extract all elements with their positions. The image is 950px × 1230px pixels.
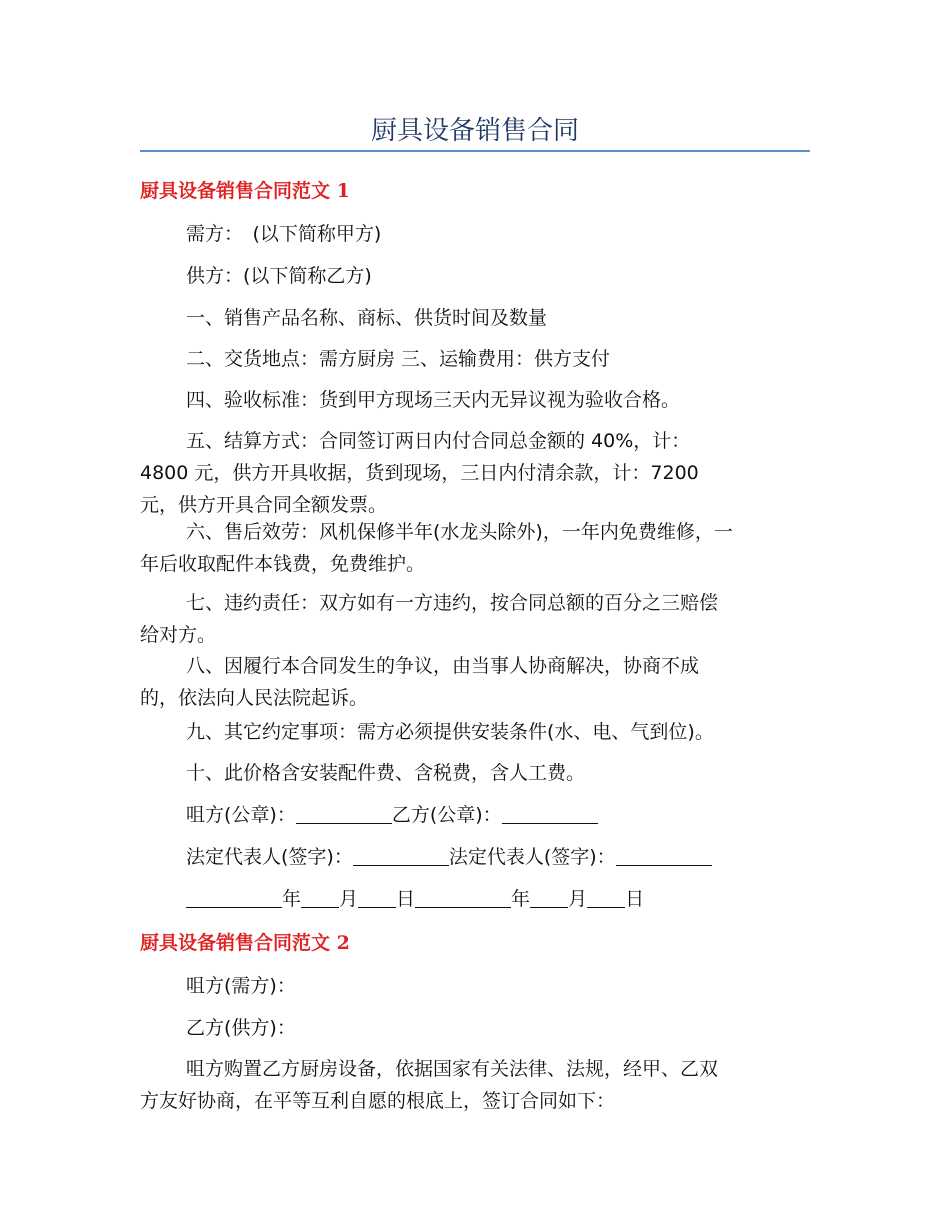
paragraph-party-b: 乙方(供方)： [186, 1017, 296, 1039]
party-b-month-blank[interactable] [530, 889, 568, 908]
clause-6-line-1: 六、售后效劳：风机保修半年(水龙头除外)，一年内免费维修，一 [186, 521, 733, 543]
paragraph-clause-4: 四、验收标准：货到甲方现场三天内无异议视为验收合格。 [186, 389, 681, 411]
preamble-line-1: 咀方购置乙方厨房设备，依据国家有关法律、法规，经甲、乙双 [186, 1058, 719, 1080]
paragraph-clause-8 [140, 650, 810, 714]
paragraph-party-a: 咀方(需方)： [186, 975, 296, 997]
paragraph-clause-10: 十、此价格含安装配件费、含税费，含人工费。 [186, 762, 586, 784]
clause-7-line-1: 七、违约责任：双方如有一方违约，按合同总额的百分之三赔偿 [186, 592, 719, 614]
day-label: 日 [625, 888, 645, 910]
title-divider [140, 150, 810, 152]
party-a-seal-label: 咀方(公章)： [186, 804, 296, 826]
paragraph-clause-2-3: 二、交货地点：需方厨房 三、运输费用：供方支付 [186, 348, 611, 370]
party-a-year-blank[interactable] [186, 889, 282, 908]
paragraph-clause-9: 九、其它约定事项：需方必须提供安装条件(水、电、气到位)。 [186, 721, 714, 743]
day-label: 日 [396, 888, 416, 910]
party-b-seal-blank[interactable] [502, 805, 598, 824]
clause-6-line-2: 年后收取配件本钱费，免费维护。 [140, 553, 426, 575]
clause-8-line-2: 的，依法向人民法院起诉。 [140, 687, 369, 709]
clause-5-line-1: 五、结算方式：合同签订两日内付合同总金额的 40%，计： [186, 430, 691, 452]
paragraph-seller: 供方：(以下简称乙方) [186, 265, 372, 287]
party-b-representative-blank[interactable] [616, 847, 712, 866]
document-title: 厨具设备销售合同 [370, 116, 579, 146]
paragraph-preamble [140, 1053, 810, 1117]
party-a-seal-blank[interactable] [296, 805, 392, 824]
party-a-representative-blank[interactable] [353, 847, 449, 866]
signature-date-row [186, 884, 644, 911]
section1-heading: 厨具设备销售合同范文 1 [140, 180, 350, 202]
party-b-year-blank[interactable] [415, 889, 511, 908]
paragraph-clause-1: 一、销售产品名称、商标、供货时间及数量 [186, 307, 548, 329]
clause-5-line-3: 元，供方开具合同全额发票。 [140, 494, 388, 516]
party-a-day-blank[interactable] [358, 889, 396, 908]
clause-7-line-2: 给对方。 [140, 624, 217, 646]
section2-heading: 厨具设备销售合同范文 2 [140, 932, 350, 954]
month-label: 月 [339, 888, 359, 910]
party-b-seal-label: 乙方(公章)： [391, 804, 502, 826]
month-label: 月 [568, 888, 588, 910]
signature-seal-row [186, 800, 598, 827]
paragraph-clause-6 [140, 516, 810, 580]
party-a-month-blank[interactable] [301, 889, 339, 908]
paragraph-clause-5 [140, 425, 810, 521]
signature-representative-row [186, 842, 712, 869]
year-label: 年 [282, 888, 302, 910]
party-b-representative-label: 法定代表人(签字)： [448, 846, 616, 868]
clause-5-line-2: 4800 元，供方开具收据，货到现场，三日内付清余款，计：7200 [140, 462, 699, 484]
clause-8-line-1: 八、因履行本合同发生的争议，由当事人协商解决，协商不成 [186, 655, 700, 677]
paragraph-clause-7 [140, 587, 810, 651]
paragraph-buyer: 需方： (以下简称甲方) [186, 223, 382, 245]
year-label: 年 [511, 888, 531, 910]
party-a-representative-label: 法定代表人(签字)： [186, 846, 353, 868]
party-b-day-blank[interactable] [587, 889, 625, 908]
preamble-line-2: 方友好协商，在平等互利自愿的根底上，签订合同如下： [140, 1090, 616, 1112]
